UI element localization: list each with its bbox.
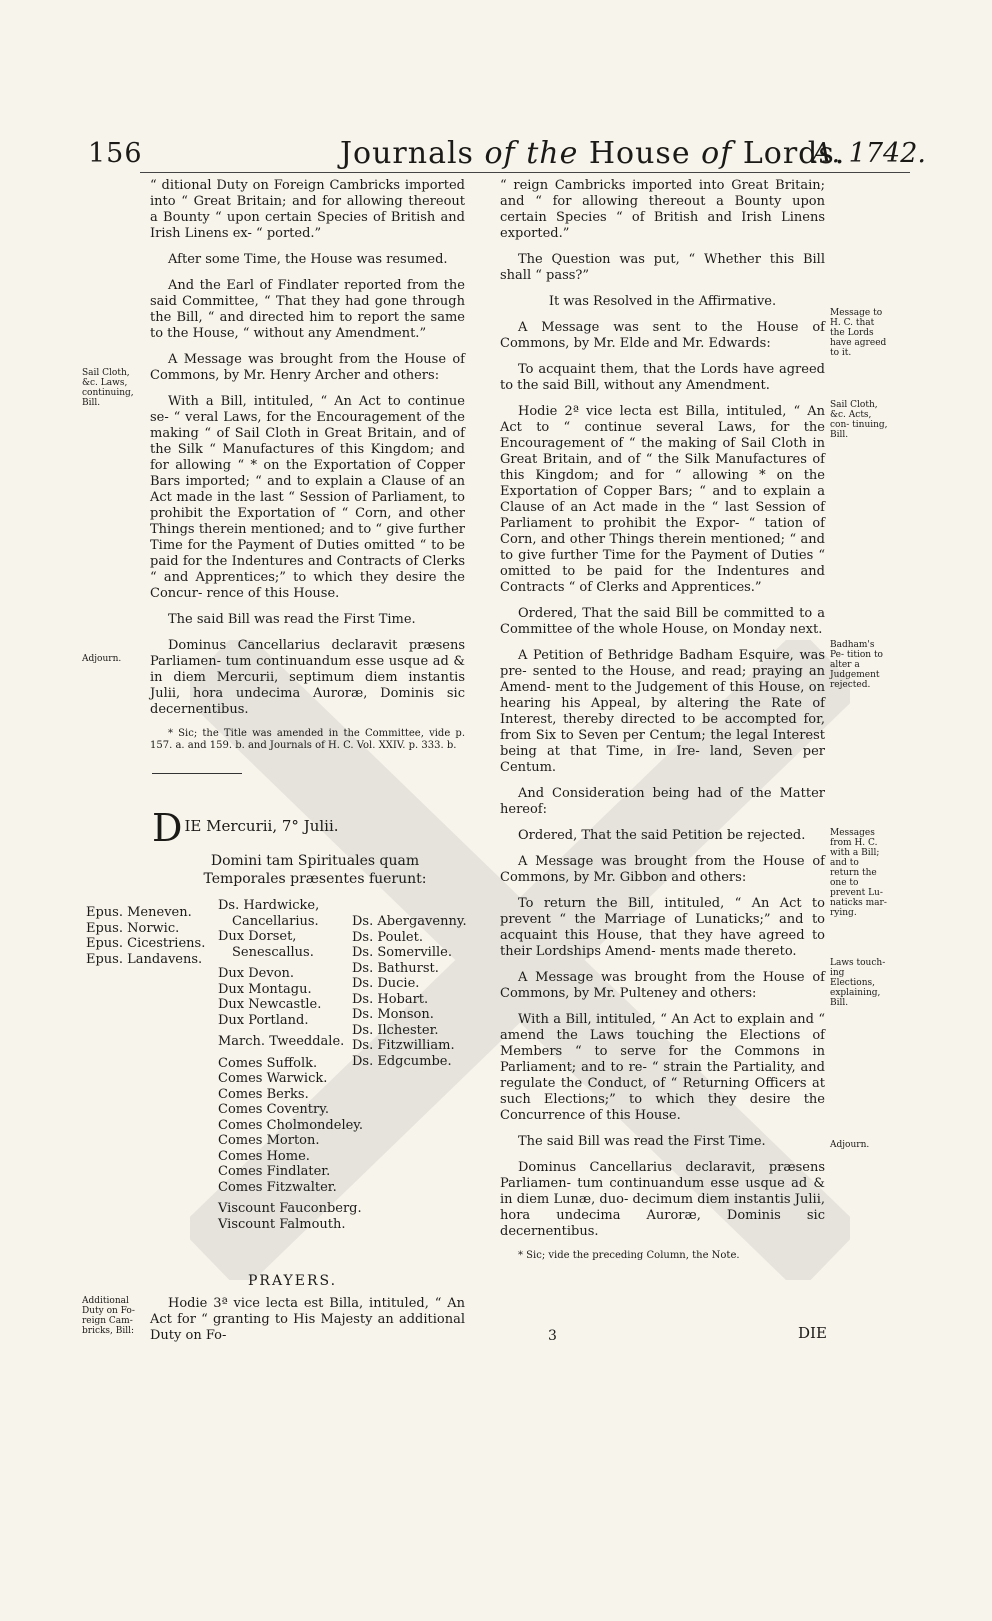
- lord-entry: Ds. Hobart.: [352, 991, 429, 1007]
- die-initial: D: [152, 806, 183, 850]
- left-para-1: “ ditional Duty on Foreign Cambricks imported into “ Great Britain; and for allowing thereout a Bounty “ upon certain Species of British and Irish Linens ex- “ ported.”: [150, 178, 465, 241]
- right-footnote: * Sic; vide the preceding Column, the Note.: [518, 1250, 740, 1261]
- bishops-list: [86, 905, 205, 967]
- margin-note-sail-cloth: Sail Cloth, &c. Laws, continuing, Bill.: [82, 368, 134, 408]
- prayers-heading: PRAYERS.: [248, 1273, 338, 1289]
- right-para-11: A Message was brought from the House of Commons, by Mr. Gibbon and others:: [500, 854, 825, 885]
- lord-entry: Senescallus.: [232, 944, 314, 960]
- lord-entry: Ds. Poulet.: [352, 929, 423, 945]
- bishop-entry: Epus. Meneven.: [86, 905, 192, 920]
- lord-entry: Ds. Hardwicke,: [218, 898, 320, 913]
- lord-entry: Comes Fitzwalter.: [218, 1179, 337, 1195]
- die-heading: [152, 806, 467, 850]
- left-column: [150, 178, 465, 762]
- year-heading: A. 1742.: [812, 138, 926, 169]
- lord-entry: Ds. Ilchester.: [352, 1022, 439, 1038]
- third-reading-para: Hodie 3ª vice lecta est Billa, intituled, “ An Act for “ granting to His Majesty an additional Duty on Fo-: [150, 1296, 465, 1343]
- lord-entry: Comes Suffolk.: [218, 1055, 318, 1071]
- margin-note-message-hc: Message to H. C. that the Lords have agreed to it.: [830, 308, 887, 358]
- lord-entry: Ds. Abergavenny.: [352, 914, 467, 929]
- lord-entry: Comes Findlater.: [218, 1164, 331, 1179]
- title-journals: Journals: [340, 136, 474, 171]
- right-para-7: Ordered, That the said Bill be committed to a Committee of the whole House, on Monday next.: [500, 606, 825, 637]
- title-house: House: [588, 136, 691, 171]
- running-title: [340, 136, 845, 171]
- lord-entry: Dux Montagu.: [218, 981, 312, 997]
- left-para-7: Dominus Cancellarius declaravit præsens Parliamen- tum continuandum esse usque ad & in diem Mercurii, septimum diem instantis Julii, hora undecima Auroræ, Dominis sic decernentibus.: [150, 638, 465, 717]
- bishop-entry: Epus. Norwic.: [86, 920, 180, 936]
- signature-mark: 3: [548, 1328, 557, 1344]
- left-para-4: A Message was brought from the House of Commons, by Mr. Henry Archer and others:: [150, 352, 465, 383]
- lord-entry: Viscount Fauconberg.: [218, 1201, 362, 1216]
- right-para-5: To acquaint them, that the Lords have agreed to the said Bill, without any Amendment.: [500, 362, 825, 393]
- right-para-12: To return the Bill, intituled, “ An Act to prevent “ the Marriage of Lunaticks;” and to acquaint this House, that they have agreed to their Lordships Amend- ments made thereto.: [500, 896, 825, 959]
- lord-entry: Ds. Bathurst.: [352, 960, 439, 976]
- lord-entry: Comes Warwick.: [218, 1071, 328, 1086]
- left-footnote: * Sic; the Title was amended in the Committee, vide p. 157. a. and 159. b. and Journals of H. C. Vol. XXIV. p. 333. b.: [150, 728, 465, 751]
- margin-note-adjourn: Adjourn.: [82, 654, 122, 664]
- lords-list-right: [352, 914, 467, 1069]
- right-para-2: The Question was put, “ Whether this Bill shall “ pass?”: [500, 252, 825, 283]
- lord-entry: Ds. Ducie.: [352, 976, 420, 991]
- lords-list-middle: [218, 898, 363, 1232]
- right-para-9: And Consideration being had of the Matter hereof:: [500, 786, 825, 817]
- lord-entry: March. Tweeddale.: [218, 1034, 345, 1049]
- title-of-the: of the: [484, 136, 579, 171]
- right-column: [500, 178, 825, 1272]
- lord-entry: Dux Dorset,: [218, 929, 297, 944]
- lord-entry: Dux Portland.: [218, 1012, 309, 1028]
- right-para-15: The said Bill was read the First Time.: [518, 1134, 766, 1149]
- right-para-16: Dominus Cancellarius declaravit, præsens Parliamen- tum continuandum esse usque ad & in diem Lunæ, duo- decimum diem instantis Julii, hora undecima Auroræ, Dominis sic decernentibus.: [500, 1160, 825, 1239]
- margin-note-badham: Badham's Pe- tition to alter a Judgement rejected.: [830, 640, 883, 690]
- left-last-para: [150, 1296, 465, 1354]
- title-of: of: [701, 136, 733, 171]
- lord-entry: Ds. Edgcumbe.: [352, 1053, 452, 1069]
- present-lords-heading: Domini tam Spirituales quam Temporales præsentes fuerunt:: [203, 853, 427, 887]
- bishop-entry: Epus. Landavens.: [86, 951, 203, 967]
- page-number: 156: [88, 138, 143, 169]
- die-date: IE Mercurii, 7° Julii.: [184, 817, 339, 835]
- lord-entry: Dux Devon.: [218, 966, 295, 981]
- lord-entry: Dux Newcastle.: [218, 997, 322, 1012]
- lord-entry: Comes Cholmondeley.: [218, 1117, 364, 1133]
- title-lords: Lords.: [742, 136, 846, 171]
- right-para-6: Hodie 2ª vice lecta est Billa, intituled, “ An Act to “ continue several Laws, for the Encouragement of “ the making of Sail Cloth in Great Britain, and of “ the Silk Manufactures of this Kingdom; and for “ allowing * on the Exportation of Copper Bars; “ and to explain a Clause of an Act made in the “ last Session of Parliament to prohibit the Expor- “ tation of Corn, and other Things therein mentioned; “ and to give further Time for the Payment of Duties “ omitted to be paid for the Indentures and Contracts “ of Clerks and Apprentices.”: [500, 404, 825, 595]
- header-rule: [140, 172, 910, 173]
- right-para-14: With a Bill, intituled, “ An Act to explain and “ amend the Laws touching the Elections of Members “ to serve for the Commons in Parliament; and to re- “ strain the Partiality, and regulate the Conduct, of “ Returning Officers at such Elections;” to which they desire the Concurrence of this House.: [500, 1012, 825, 1123]
- left-para-3: And the Earl of Findlater reported from the said Committee, “ That they had gone through the Bill, “ and directed him to report the same to the House, “ without any Amendment.”: [150, 278, 465, 341]
- section-rule: [152, 773, 242, 774]
- lord-entry: Comes Home.: [218, 1148, 310, 1164]
- lord-entry: Comes Coventry.: [218, 1102, 329, 1117]
- lord-entry: Viscount Falmouth.: [218, 1216, 346, 1232]
- left-para-2: After some Time, the House was resumed.: [168, 252, 448, 267]
- bishop-entry: Epus. Cicestriens.: [86, 936, 206, 951]
- margin-note-laws-elections: Laws touch- ing Elections, explaining, Bill.: [830, 958, 886, 1008]
- right-para-10: Ordered, That the said Petition be rejected.: [518, 828, 806, 843]
- margin-note-adjourn-right: Adjourn.: [830, 1140, 870, 1150]
- left-para-6: The said Bill was read the First Time.: [168, 612, 416, 627]
- right-para-3: It was Resolved in the Affirmative.: [548, 294, 777, 309]
- right-para-8: A Petition of Bethridge Badham Esquire, was pre- sented to the House, and read; praying an Amend- ment to the Judgement of this House, on hearing his Appeal, by altering the Rate of Interest, thereby directed to be accompted for, from Six to Seven per Centum; the legal Interest being at that Time, in Ire- land, Seven per Centum.: [500, 648, 825, 775]
- margin-note-sail-cloth-right: Sail Cloth, &c. Acts, con- tinuing, Bill.: [830, 400, 888, 440]
- right-para-1: “ reign Cambricks imported into Great Britain; and “ for allowing thereout a Bounty upon certain Species “ of British and Irish Linens exported.”: [500, 178, 825, 241]
- right-para-4: A Message was sent to the House of Commons, by Mr. Elde and Mr. Edwards:: [500, 320, 825, 351]
- lord-entry: Ds. Somerville.: [352, 945, 452, 960]
- lord-entry: Ds. Fitzwilliam.: [352, 1038, 455, 1053]
- margin-note-messages-from: Messages from H. C. with a Bill; and to return the one to prevent Lu- naticks mar- rying.: [830, 828, 887, 918]
- lord-entry: Cancellarius.: [232, 913, 319, 929]
- right-para-13: A Message was brought from the House of Commons, by Mr. Pulteney and others:: [500, 970, 825, 1001]
- margin-note-additional-duty: Additional Duty on Fo- reign Cam- bricks, Bill:: [82, 1296, 135, 1336]
- lord-entry: Comes Berks.: [218, 1086, 309, 1102]
- lord-entry: Ds. Monson.: [352, 1007, 434, 1022]
- left-para-5: With a Bill, intituled, “ An Act to continue se- “ veral Laws, for the Encouragement of the making “ of Sail Cloth in Great Britain, and of the Silk “ Manufactures of this Kingdom; and for allowing “ * on the Exportation of Copper Bars imported; “ and to explain a Clause of an Act made in the last “ Session of Parliament, to prohibit the Exportation of “ Corn, and other Things therein mentioned; and to “ give further Time for the Payment of Duties omitted “ to be paid for the Indentures and Contracts of Clerks “ and Apprentices;” to which they desire the Concur- rence of this House.: [150, 394, 465, 601]
- lord-entry: Comes Morton.: [218, 1133, 320, 1148]
- catchword: DIE: [798, 1324, 827, 1342]
